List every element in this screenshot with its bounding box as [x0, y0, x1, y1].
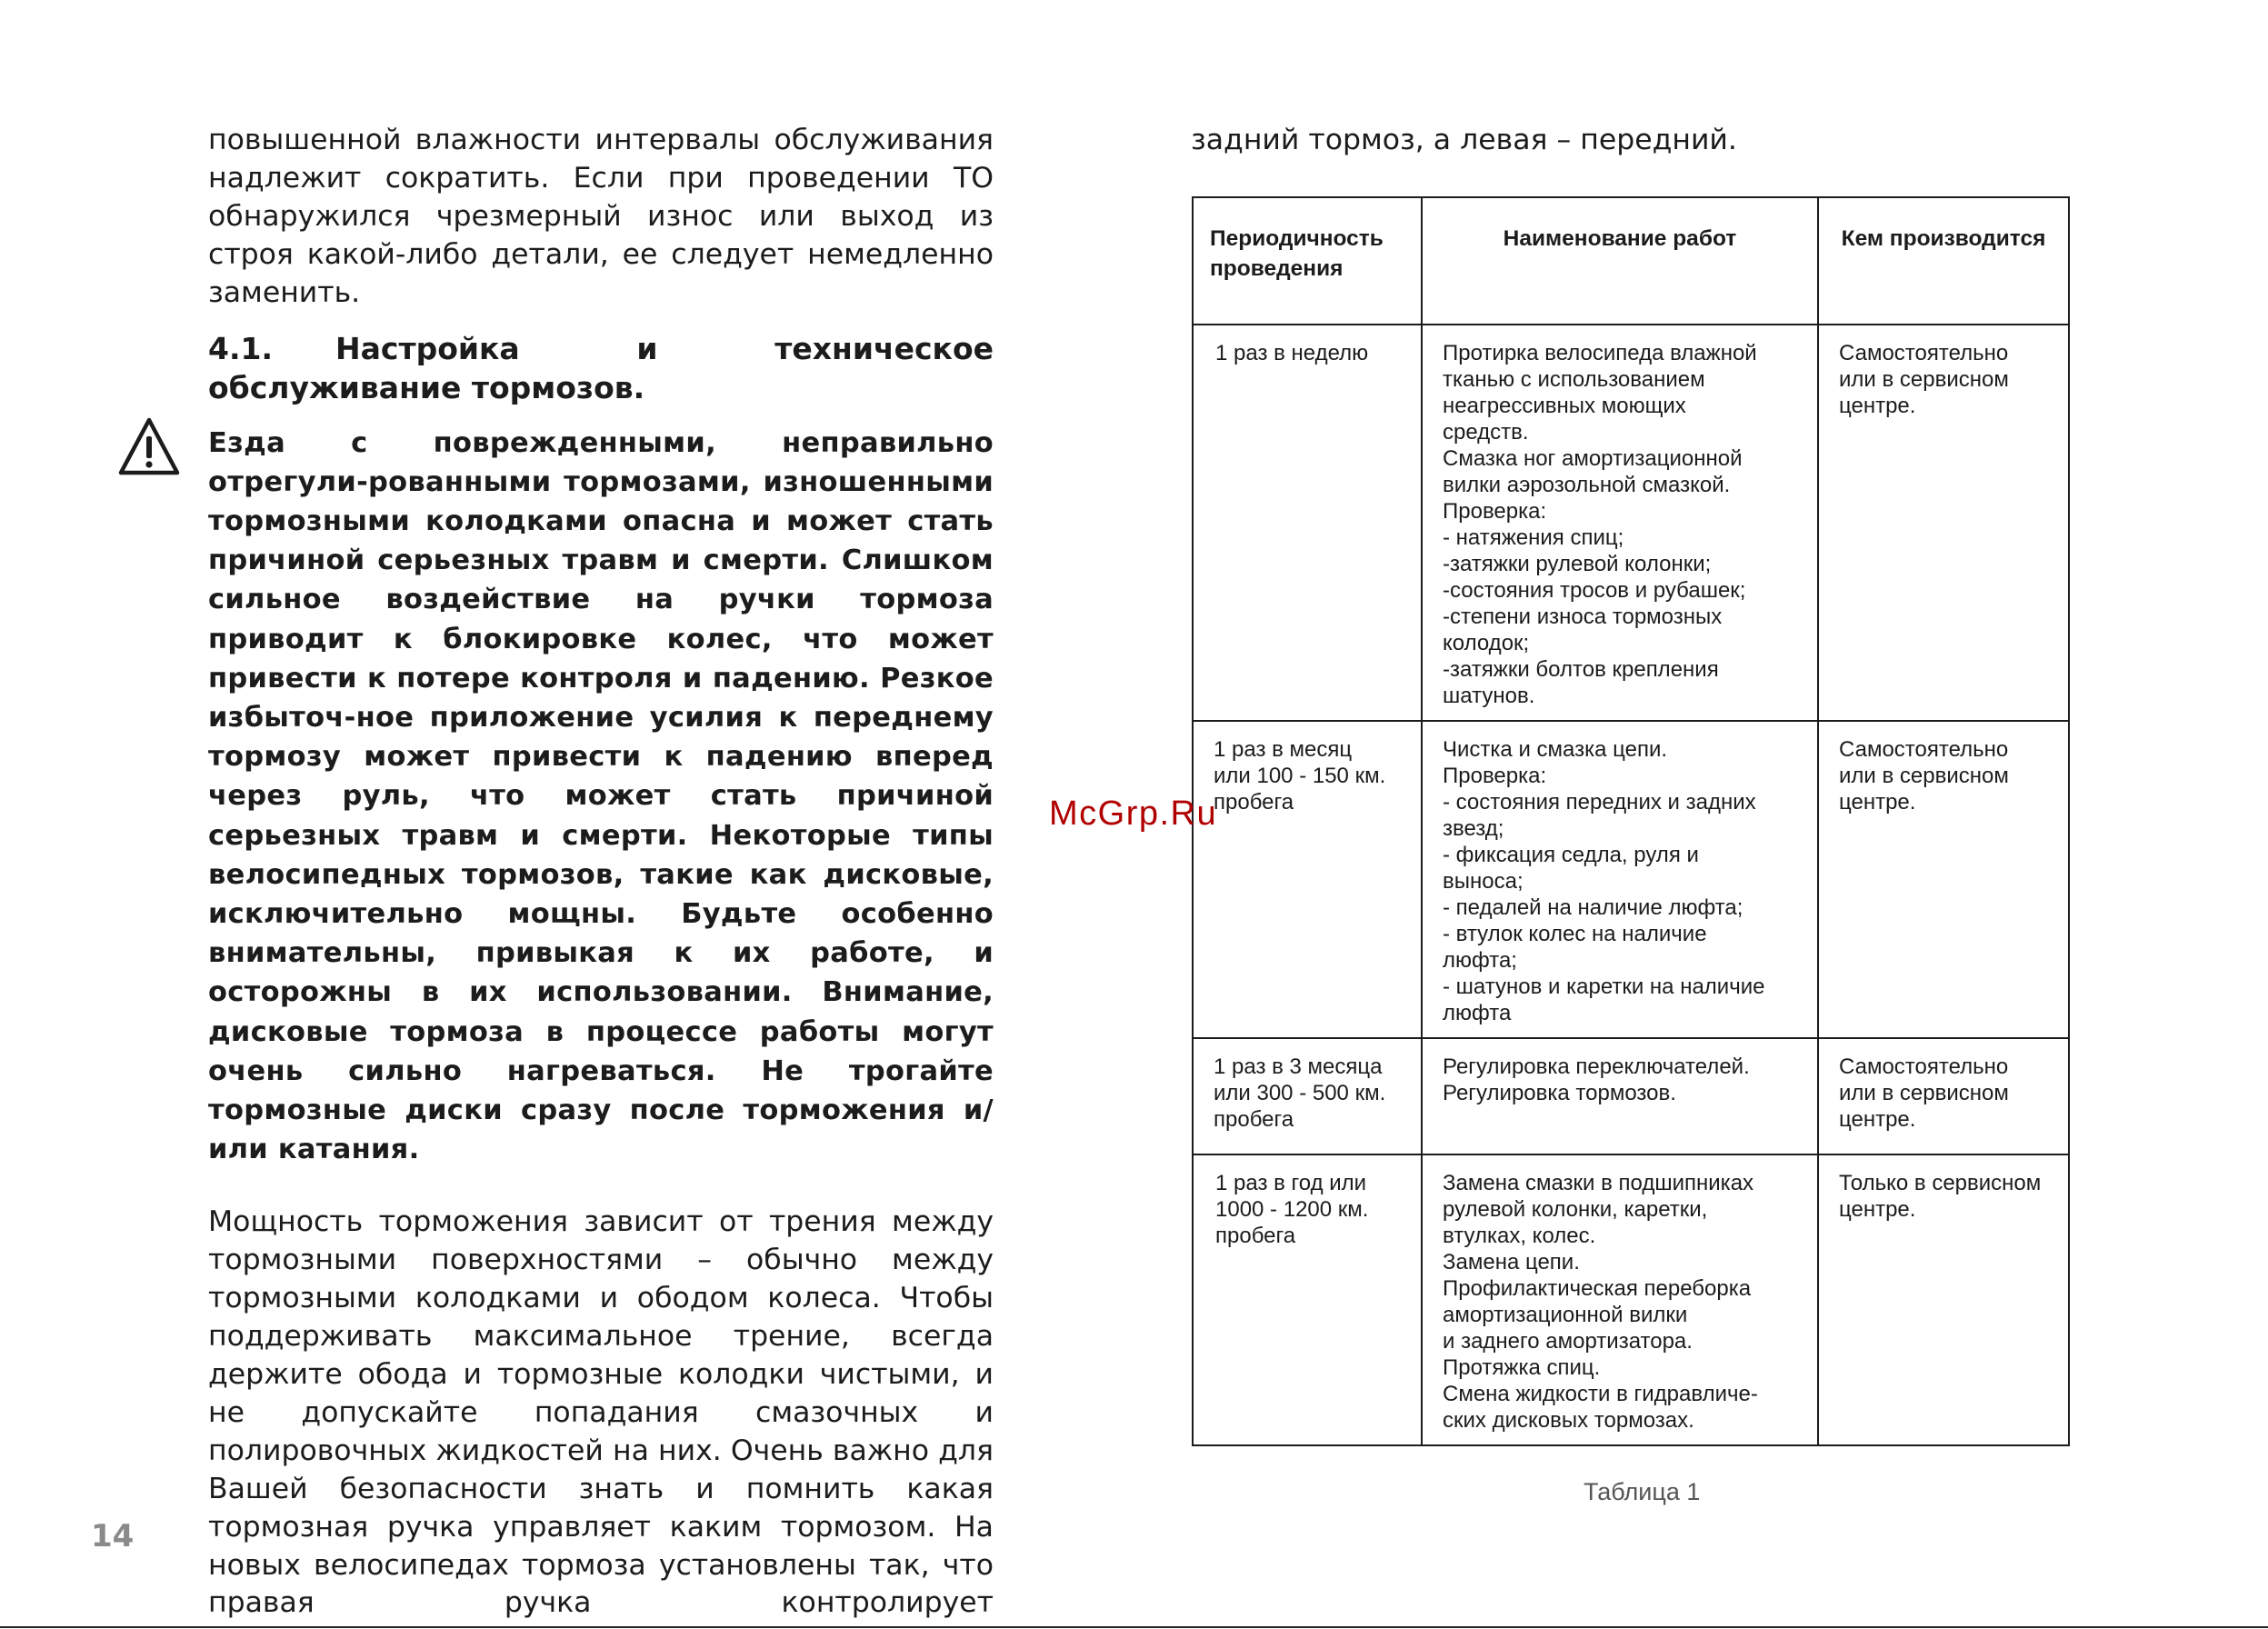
warning-block [208, 424, 994, 1170]
page-number: 14 [91, 1518, 135, 1554]
left-column [208, 122, 994, 1623]
cell-performer: Самостоятельно или в сервисном центре. [1818, 721, 2069, 1038]
maintenance-schedule-table [1192, 196, 2070, 1446]
table-row [1193, 721, 2069, 1038]
section-number: 4.1. [208, 330, 273, 366]
cell-period: 1 раз в 3 месяца или 300 - 500 км. пробега [1193, 1038, 1422, 1154]
cell-performer: Только в сервисном центре. [1818, 1154, 2069, 1445]
cell-performer: Самостоятельно или в сервисном центре. [1818, 325, 2069, 721]
table-row [1193, 325, 2069, 721]
section-title: Настройка и техническое обслуживание тормозов. [208, 330, 994, 405]
cell-period: 1 раз в месяц или 100 - 150 км. пробега [1193, 721, 1422, 1038]
section-heading [208, 329, 994, 407]
watermark: McGrp.Ru [1049, 795, 1218, 833]
cell-period: 1 раз в неделю [1193, 325, 1422, 721]
warning-triangle-icon [117, 416, 181, 476]
cell-works: Регулировка переключателей. Регулировка тормозов. [1422, 1038, 1818, 1154]
cell-performer: Самостоятельно или в сервисном центре. [1818, 1038, 2069, 1154]
table-row [1193, 1154, 2069, 1445]
continuation-text: задний тормоз, а левая – передний. [1191, 124, 1737, 156]
footer-divider [0, 1626, 2268, 1628]
cell-works: Замена смазки в подшипниках рулевой колонки, каретки, втулках, колес. Замена цепи. Профилактическая переборка амортизационной вилки и заднего амортизатора. Протяжка спиц. Смена жидкости в гидравличе- ских дисковых тормозах. [1422, 1154, 1818, 1445]
cell-period: 1 раз в год или 1000 - 1200 км. пробега [1193, 1154, 1422, 1445]
header-performer: Кем производится [1818, 197, 2069, 325]
warning-text: Езда с поврежденными, неправильно отрегули-рованными тормозами, изношенными тормозными колодками опасна и может стать причиной серьезных травм и смерти. Слишком сильное воздействие на ручки тормоза приводит к блокировке колес, что может привести к потере контроля и падению. Резкое избыточ-ное приложение усилия к переднему тормозу может привести к падению вперед через руль, что может стать причиной серьезных травм и смерти. Некоторые типы велосипедных тормозов, такие как дисковые, исключительно мощны. Будьте особенно внимательны, привыкая к их работе, и осторожны в их использовании. Внимание, дисковые тормоза в процессе работы могут очень сильно нагреваться. Не трогайте тормозные диски сразу после торможения и/или катания. [208, 426, 994, 1166]
cell-works: Протирка велосипеда влажной тканью с использованием неагрессивных моющих средств. Смазка ног амортизационной вилки аэрозольной смазкой. Проверка: - натяжения спиц; -затяжки рулевой колонки; -состояния тросов и рубашек; -степени износа тормозных колодок; -затяжки болтов крепления шатунов. [1422, 325, 1818, 721]
braking-paragraph: Мощность торможения зависит от трения между тормозными поверхностями – обычно между тормозными колодками и ободом колеса. Чтобы поддерживать максимальное трение, всегда держите обода и тормозные колодки чистыми, и не допускайте попадания смазочных и полировочных жидкостей на них. Очень важно для Вашей безопасности знать и помнить какая тормозная ручка управляет каким тормозом. На новых велосипедах тормоза установлены так, что правая ручка контролирует [208, 1205, 994, 1620]
table-caption: Таблица 1 [1584, 1478, 1701, 1505]
cell-works: Чистка и смазка цепи. Проверка: - состояния передних и задних звезд; - фиксация седла, руля и выноса; - педалей на наличие люфта; - втулок колес на наличие люфта; - шатунов и каретки на наличие люфта [1422, 721, 1818, 1038]
header-period: Периодичность проведения [1193, 197, 1422, 325]
intro-paragraph: повышенной влажности интервалы обслуживания надлежит сократить. Если при проведении ТО обнаружился чрезмерный износ или выход из строя какой-либо детали, ее следует немедленно заменить. [208, 124, 994, 309]
table-row [1193, 1038, 2069, 1154]
table-header-row [1193, 197, 2069, 325]
header-works: Наименование работ [1422, 197, 1818, 325]
